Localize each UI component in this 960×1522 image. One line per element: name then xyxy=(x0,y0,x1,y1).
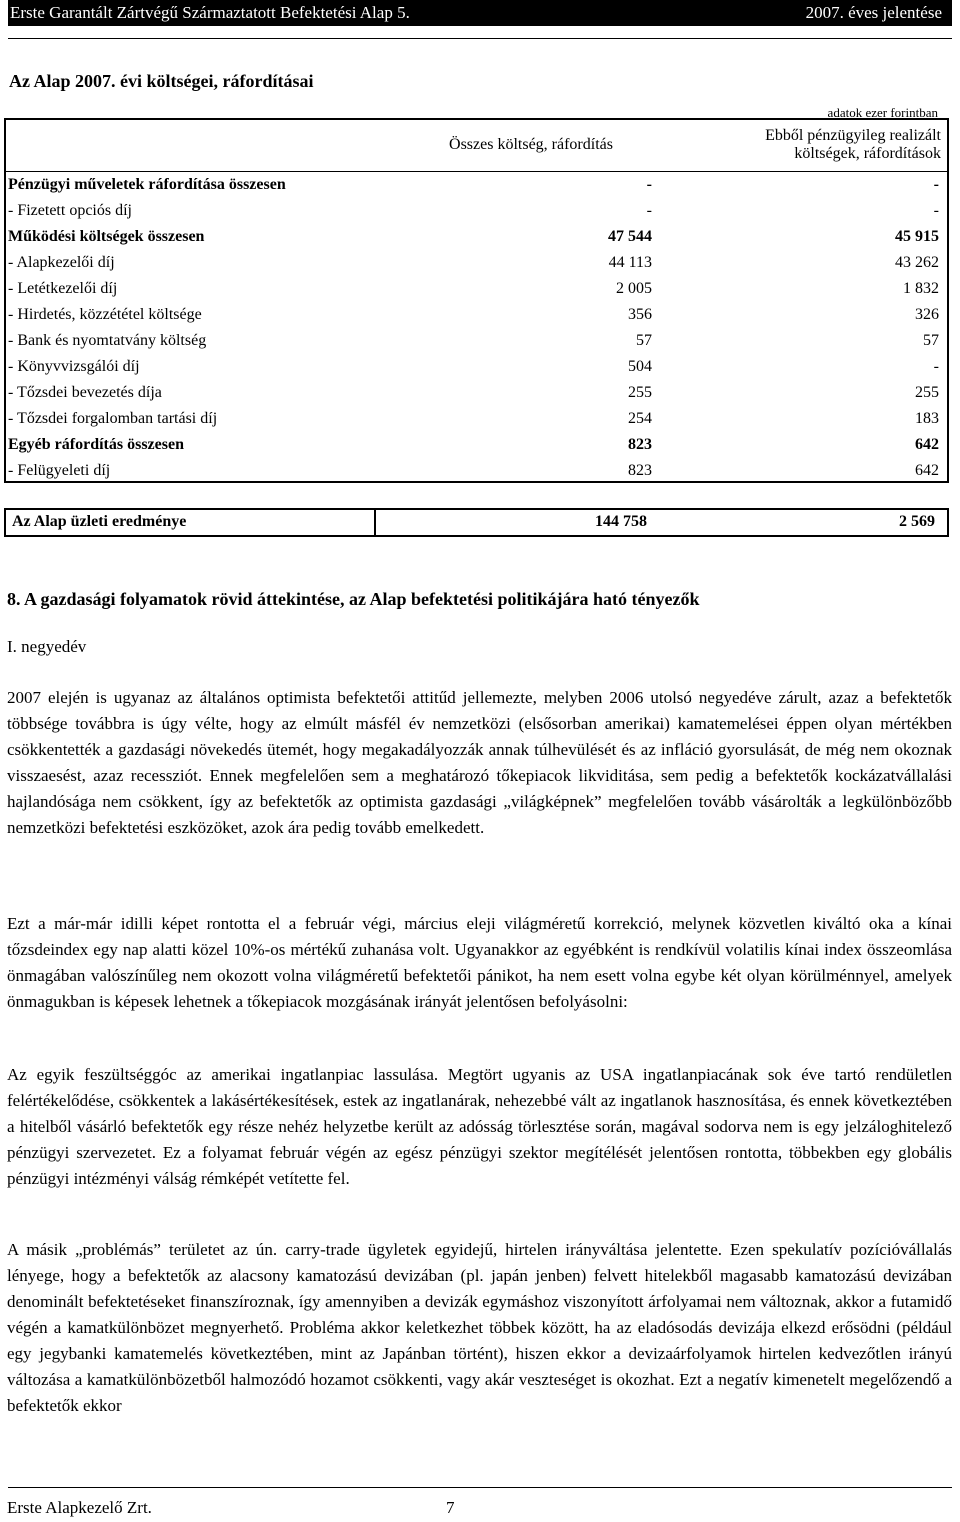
table-row xyxy=(4,276,949,302)
col-header-realized-line2: költségek, ráfordítások xyxy=(794,144,941,162)
result-divider xyxy=(374,510,376,535)
row-total: - xyxy=(646,176,652,193)
footer-rule xyxy=(8,1487,952,1488)
row-label: - Tőzsdei bevezetés díja xyxy=(8,384,162,401)
page-number: 7 xyxy=(446,1498,455,1517)
col-header-total: Összes költség, ráfordítás xyxy=(449,135,613,153)
col-header-realized xyxy=(662,118,949,172)
table-header-row xyxy=(4,118,949,172)
row-realized: 43 262 xyxy=(895,254,939,271)
row-label: - Hirdetés, közzététel költsége xyxy=(8,306,202,323)
table-row xyxy=(4,250,949,276)
row-total: 57 xyxy=(636,332,652,349)
table-row xyxy=(4,172,949,199)
row-realized: - xyxy=(933,358,939,375)
header-report-title: 2007. éves jelentése xyxy=(805,3,942,22)
table-row xyxy=(4,224,949,250)
row-realized: 642 xyxy=(915,462,939,479)
row-label: Működési költségek összesen xyxy=(8,228,205,245)
costs-section-title: Az Alap 2007. évi költségei, ráfordításai xyxy=(9,71,314,91)
table-row xyxy=(4,380,949,406)
section-8-heading: 8. A gazdasági folyamatok rövid áttekintése, az Alap befektetési politikájára ható tényezők xyxy=(7,589,700,609)
row-total: 47 544 xyxy=(608,228,652,245)
paragraph-3: Az egyik feszültséggóc az amerikai ingatlanpiac lassulása. Megtört ugyanis az USA ingatlanpiacának sok éve tartó rendületlen felértékelődése, csökkentek a lakásértékesítések, estek az ingatlanárak, nehezebbé vált az ingatlanok hasznosítása, és ennek következtében a hitelből vásárló befektetők egy része nehéz helyzetbe került az adósság törlesztése során, magával sodorva nem is egy jelzáloghitelező pénzügyi szervezetet. Ez a folyamat február végén az egész pénzügyi szektor megítélését jelentősen rontotta, többekben egy globális pénzügyi intézményi válság rémképét vetítette fel. xyxy=(7,1065,952,1188)
row-label: Egyéb ráfordítás összesen xyxy=(8,436,184,453)
footer-company: Erste Alapkezelő Zrt. xyxy=(7,1498,152,1517)
row-realized: 255 xyxy=(915,384,939,401)
row-total: 823 xyxy=(628,462,652,479)
header-fund-name: Erste Garantált Zártvégű Származtatott Befektetési Alap 5. xyxy=(10,3,410,22)
row-total: 356 xyxy=(628,306,652,323)
row-realized: 57 xyxy=(923,332,939,349)
unit-note: adatok ezer forintban xyxy=(827,105,938,120)
row-label: - Letétkezelői díj xyxy=(8,280,118,297)
row-total: 255 xyxy=(628,384,652,401)
row-total: - xyxy=(646,202,652,219)
row-total: 2 005 xyxy=(616,280,652,297)
row-label: - Felügyeleti díj xyxy=(8,462,111,479)
row-realized: 45 915 xyxy=(895,228,939,245)
table-row xyxy=(4,328,949,354)
costs-table xyxy=(4,118,949,484)
paragraph-1: 2007 elején is ugyanaz az általános optimista befektetői attitűd jellemezte, melyben 2006 utolsó negyedéve zárult, azaz a befektetők többsége továbbra is úgy vélte, hogy az elmúlt másfél év nemzetközi (elsősorban amerikai) kamatemelései éppen olyan mértékben csökkentették a gazdasági növekedés ütemét, hogy megakadályozzák annak túlhevülését és az infláció gyorsulását, de még nem okoznak visszaesést, azaz recessziót. Ennek megfelelően sem a meghatározó tőkepiacok likviditása, sem pedig a befektetők kockázatvállalási hajlandósága nem csökkent, így az befektetők az optimista gazdasági „világképnek” megfelelően tovább vásárolták a legkülönbözőbb nemzetközi befektetési eszközöket, azok ára pedig tovább emelkedett. xyxy=(7,688,952,837)
row-total: 254 xyxy=(628,410,652,427)
row-realized: 1 832 xyxy=(903,280,939,297)
row-realized: 326 xyxy=(915,306,939,323)
row-total: 823 xyxy=(628,436,652,453)
quarter-subheading: I. negyedév xyxy=(7,637,87,656)
row-total: 44 113 xyxy=(608,254,652,271)
row-realized: 183 xyxy=(915,410,939,427)
result-realized: 2 569 xyxy=(899,513,935,530)
row-label: - Tőzsdei forgalomban tartási díj xyxy=(8,410,218,427)
table-row xyxy=(4,432,949,458)
row-realized: 642 xyxy=(915,436,939,453)
page-header xyxy=(8,0,952,39)
header-empty-cell xyxy=(4,118,404,172)
row-label: - Alapkezelői díj xyxy=(8,254,115,271)
result-box xyxy=(4,508,949,537)
table-row xyxy=(4,458,949,484)
row-label: - Fizetett opciós díj xyxy=(8,202,132,219)
paragraph-4: A másik „problémás” területet az ún. carry-trade ügyletek egyidejű, hirtelen irányváltása jelentette. Ezen spekulatív pozícióvállalás lényege, hogy a befektetők az alacsony kamatozású devizában (pl. japán jenben) felvett hitelekből magasabb kamatozású devizában denominált befektetéseket finanszíroznak, így amennyiben a devizák egymáshoz viszonyított árfolyamai nem változnak, akkor a futamidő végén a kamatkülönbözet megnyerhető. Probléma akkor keletkezhet többek között, ha az eladósodás devizája elkezd erősödni (például egy jegybanki kamatemelés következtében, mint az Japánban történt), hiszen ekkor a devizaárfolyamok hirtelen kedvezőtlen irányú változása a kamatkülönbözetből halmozódó hozamot csökkenti, vagy akár veszteséget is okozhat. Ezt a negatív kimenetelt megelőzendő a befektetők ekkor xyxy=(7,1240,952,1415)
result-total: 144 758 xyxy=(595,513,647,530)
table-row xyxy=(4,354,949,380)
col-header-realized-line1: Ebből pénzügyileg realizált xyxy=(765,126,941,144)
row-realized: - xyxy=(933,202,939,219)
paragraph-2: Ezt a már-már idilli képet rontotta el a február végi, március eleji világméretű korrekció, melynek közvetlen kiváltó oka a kínai tőzsdeindex egy nap alatti közel 10%-os mértékű zuhanása volt. Ugyanakkor az egyébként is rendkívül volatilis kínai index összeomlása önmagában valószínűleg nem okozott volna világméretű befektetői pánikot, ha nem esett volna egybe két olyan körülménnyel, amelyek önmagukban is képesek lehetnek a tőkepiacok mozgásának irányát jelentősen befolyásolni: xyxy=(7,914,952,1011)
row-label: Pénzügyi műveletek ráfordítása összesen xyxy=(8,176,286,193)
row-label: - Könyvvizsgálói díj xyxy=(8,358,140,375)
table-row xyxy=(4,406,949,432)
result-label: Az Alap üzleti eredménye xyxy=(12,513,187,530)
row-realized: - xyxy=(933,176,939,193)
table-row xyxy=(4,302,949,328)
row-label: - Bank és nyomtatvány költség xyxy=(8,332,207,349)
row-total: 504 xyxy=(628,358,652,375)
table-row xyxy=(4,198,949,224)
